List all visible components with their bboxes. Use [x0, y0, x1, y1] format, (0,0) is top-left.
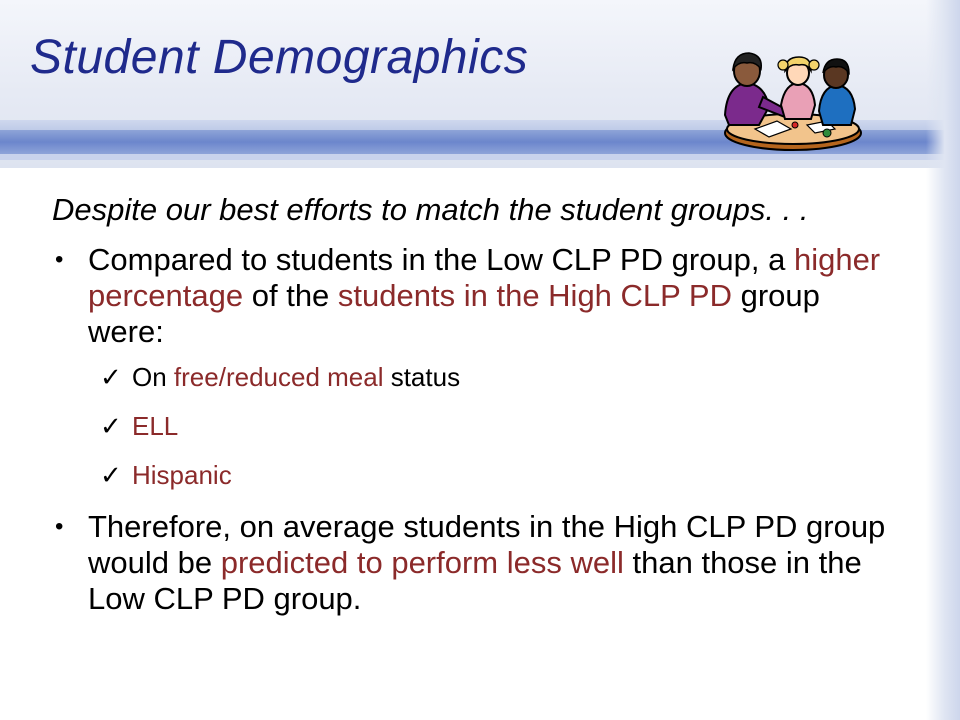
highlight-predicted-less-well: predicted to perform less well — [220, 545, 624, 580]
bullet-compare — [52, 242, 902, 350]
bullet-dot-icon: • — [55, 513, 64, 540]
right-edge-gradient — [926, 0, 960, 720]
demographic-checklist — [100, 362, 902, 490]
highlight-higher-percentage: higher percentage — [88, 242, 881, 313]
check-item-highlight: ELL — [132, 411, 179, 441]
check-item-meal-status — [100, 362, 902, 392]
slide-content — [52, 192, 902, 629]
check-item-pre: On — [132, 362, 174, 392]
check-item-post: status — [383, 362, 461, 392]
bullet-therefore-text-2: than those in the Low CLP PD group. — [88, 545, 862, 616]
bullet-compare-text-3: group were: — [88, 278, 820, 349]
bullet-compare-text-2: of the — [243, 278, 338, 313]
checkmark-icon: ✓ — [100, 460, 122, 490]
bullet-therefore — [52, 509, 902, 617]
bullet-compare-text-1: Compared to students in the Low CLP PD group, a — [88, 242, 794, 277]
intro-text: Despite our best efforts to match the student groups. . . — [52, 192, 809, 227]
checkmark-icon: ✓ — [100, 411, 122, 441]
students-at-table-clipart-icon — [715, 45, 865, 155]
check-item-highlight: free/reduced meal — [173, 362, 384, 392]
checkmark-icon: ✓ — [100, 362, 122, 392]
bullet-therefore-text-1: Therefore, on average students in the High CLP PD group would be — [88, 509, 886, 580]
slide-title: Student Demographics — [30, 31, 529, 84]
check-item-highlight: Hispanic — [132, 460, 232, 490]
highlight-high-clp-students: students in the High CLP PD — [337, 278, 732, 313]
bullet-dot-icon: • — [55, 246, 64, 273]
check-item-ell — [100, 411, 902, 441]
check-item-hispanic — [100, 460, 902, 490]
